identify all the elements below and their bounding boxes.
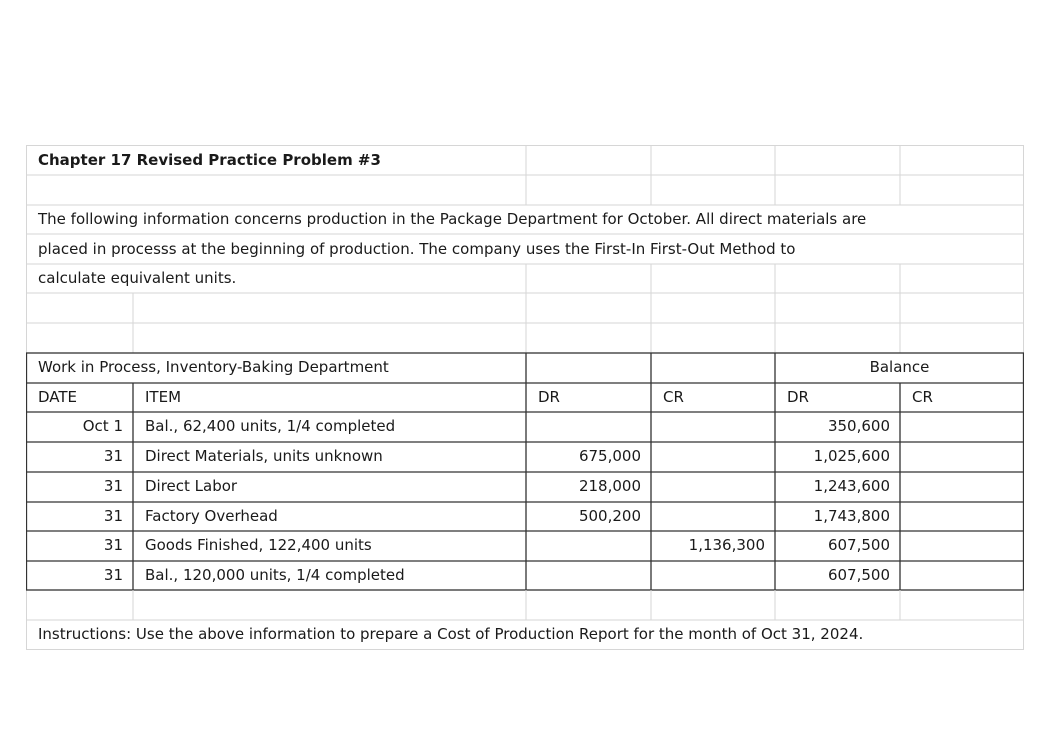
row-date: 31 — [103, 477, 123, 495]
row-dr: 675,000 — [578, 447, 641, 465]
row-item: Goods Finished, 122,400 units — [145, 536, 372, 554]
row-date: 31 — [103, 447, 123, 465]
row-date: 31 — [103, 566, 123, 584]
row-balance-dr: 1,025,600 — [813, 447, 890, 465]
row-cr: 1,136,300 — [688, 536, 765, 554]
row-dr: 218,000 — [578, 477, 641, 495]
intro-line-3: calculate equivalent units. — [38, 269, 237, 287]
row-item: Bal., 120,000 units, 1/4 completed — [145, 566, 405, 584]
col-header-date: DATE — [38, 388, 78, 406]
intro-line-1: The following information concerns production in the Package Department for October. All direct materials are — [38, 210, 867, 228]
instructions: Instructions: Use the above information to prepare a Cost of Production Report for the month of Oct 31, 2024. — [38, 625, 864, 643]
row-balance-dr: 350,600 — [827, 417, 890, 435]
row-balance-dr: 607,500 — [827, 566, 890, 584]
row-item: Direct Labor — [145, 477, 238, 495]
row-date: Oct 1 — [82, 417, 123, 435]
row-balance-dr: 1,243,600 — [813, 477, 890, 495]
row-item: Bal., 62,400 units, 1/4 completed — [145, 417, 396, 435]
row-balance-dr: 607,500 — [827, 536, 890, 554]
row-balance-dr: 1,743,800 — [813, 507, 890, 525]
balance-header: Balance — [869, 358, 930, 376]
account-title: Work in Process, Inventory-Baking Department — [38, 358, 389, 376]
row-date: 31 — [103, 507, 123, 525]
page-title: Chapter 17 Revised Practice Problem #3 — [38, 151, 381, 169]
col-header-cr: CR — [663, 388, 684, 406]
row-item: Direct Materials, units unknown — [145, 447, 383, 465]
col-header-balance-cr: CR — [912, 388, 933, 406]
intro-line-2: placed in processs at the beginning of production. The company uses the First-In First-Out Method to — [38, 240, 796, 258]
row-item: Factory Overhead — [145, 507, 278, 525]
col-header-dr: DR — [538, 388, 560, 406]
row-date: 31 — [103, 536, 123, 554]
row-dr: 500,200 — [578, 507, 641, 525]
col-header-balance-dr: DR — [787, 388, 809, 406]
col-header-item: ITEM — [145, 388, 182, 406]
